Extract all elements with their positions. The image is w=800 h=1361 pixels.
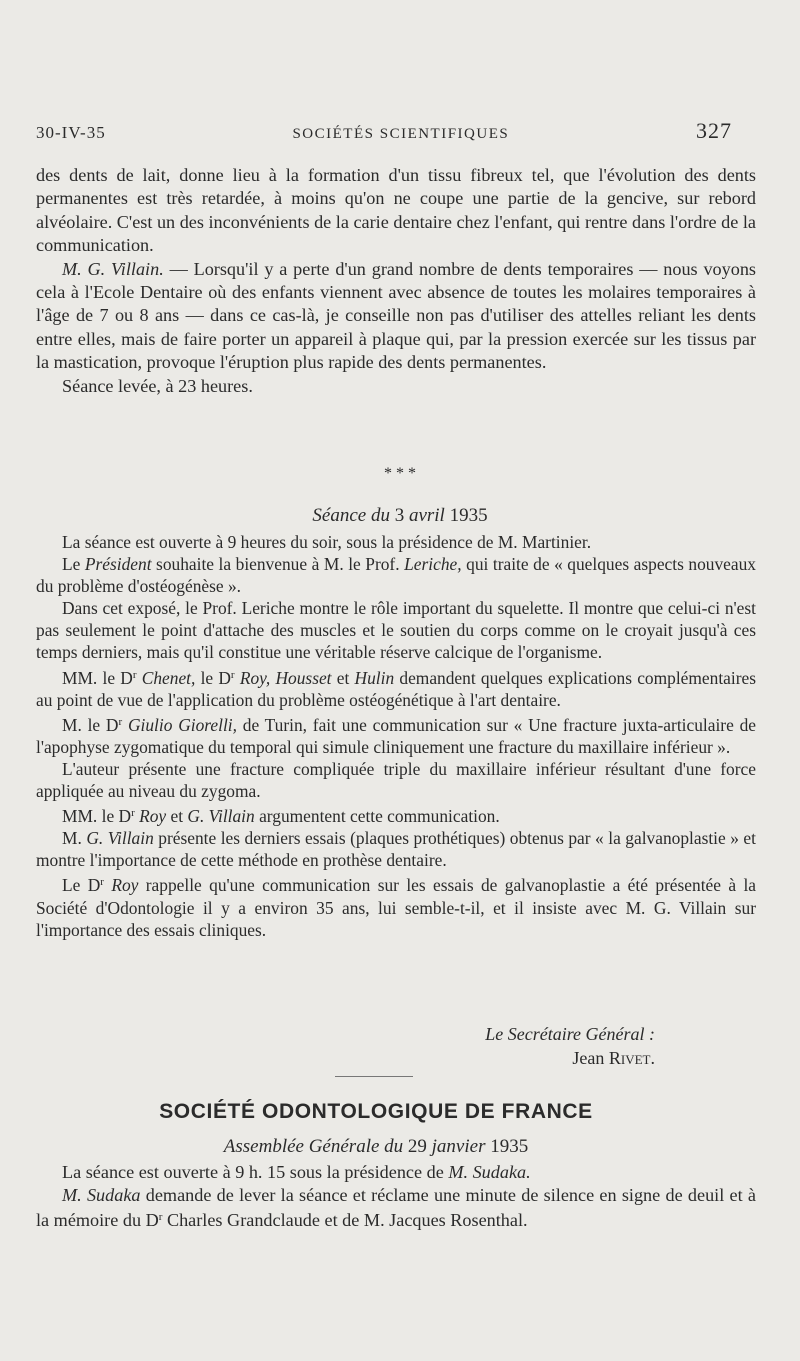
paragraph: Le Président souhaite la bienvenue à M. le Prof. Leriche, qui traite de « quelques aspects nouveaux du problème d'ostéogénèse ».	[36, 554, 756, 597]
paragraph: La séance est ouverte à 9 h. 15 sous la présidence de M. Sudaka.	[62, 1162, 531, 1182]
paragraph: M. G. Villain. — Lorsqu'il y a perte d'un grand nombre de dents temporaires — nous voyons cela à l'Ecole Dentaire où des enfants viennent avec absence de toutes les molaires temporaires à l'âge de 7 ou 8 ans — dans ce cas-là, je conseille non pas d'utiliser des attelles reliant les dents entre elles, mais de faire porter un appareil à plaque qui, par la pression exercée sur les tissus par la mastication, provoque l'éruption plus rapide des dents permanentes.	[36, 258, 756, 373]
paragraph: Le $D^r$ Roy rappelle qu'une communication sur les essais de galvanoplastie a été présentée à la Société d'Odontologie il y a environ 35 ans, lui semble-t-il, et il insiste avec M. G. Villain sur l'importance des essais cliniques.	[36, 875, 756, 940]
section-divider	[335, 1076, 413, 1077]
paragraph: Séance levée, à 23 heures.	[62, 375, 253, 396]
paragraph: Dans cet exposé, le Prof. Leriche montre le rôle important du squelette. Il montre que celui-ci n'est pas seulement le point d'attache des muscles et le soutien du corps comme on le croyait jusqu'à ces temps derniers, mais qu'il constitue une véritable réserve calcique de l'organisme.	[36, 598, 756, 663]
paragraph: des dents de lait, donne lieu à la formation d'un tissu fibreux tel, que l'évolution des dents permanentes est très retardée, à moins qu'on ne coupe une partie de la gencive, sur rebord alvéolaire. C'est un des inconvénients de la carie dentaire chez l'enfant, qui rentre dans l'ordre de la communication.	[36, 165, 756, 256]
signature-name: Jean Rivet.	[572, 1048, 655, 1068]
paragraph: MM. le $D^r$ Chenet, le $D^r$ Roy, Housset et Hulin demandent quelques explications complémentaires au point de vue de l'application du problème ostéogénétique à l'art dentaire.	[36, 667, 756, 710]
separator-stars: * * *	[384, 465, 416, 482]
signature-role: Le Secrétaire Général :	[485, 1024, 655, 1044]
running-title: SOCIÉTÉS SCIENTIFIQUES	[292, 126, 510, 142]
page-header	[36, 118, 732, 144]
paragraph: M. G. Villain présente les derniers essais (plaques prothétiques) obtenus par « la galvanoplastie » et montre l'importance de cette méthode en prothèse dentaire.	[36, 828, 756, 871]
paragraph: MM. le $D^r$ Roy et G. Villain argumentent cette communication.	[62, 806, 500, 827]
paragraph: M. le $D^r$ Giulio Giorelli, de Turin, fait une communication sur « Une fracture juxta-articulaire de l'apophyse zygomatique du temporal qui simule cliniquement une fracture du maxillaire inférieur ».	[36, 714, 756, 757]
issue-date: 30-IV-35	[36, 123, 106, 142]
signature-block	[485, 1022, 655, 1070]
paragraph: La séance est ouverte à 9 heures du soir, sous la présidence de M. Martinier.	[62, 532, 592, 552]
session-title: Séance du 3 avril 1935	[312, 505, 488, 526]
assembly-body	[36, 1161, 756, 1232]
section-continued-discussion	[36, 164, 756, 398]
paragraph: M. Sudaka demande de lever la séance et réclame une minute de silence en signe de deuil et à la mémoire du $D^r$ Charles Grandclaude et de M. Jacques Rosenthal.	[36, 1184, 756, 1231]
speaker-name: M. G. Villain.	[62, 258, 164, 279]
page-number: 327	[696, 118, 732, 143]
paragraph: L'auteur présente une fracture compliquée triple du maxillaire inférieur résultant d'une force appliquée au niveau du zygoma.	[36, 758, 756, 802]
assembly-title: Assemblée Générale du 29 janvier 1935	[223, 1136, 529, 1157]
session-body	[36, 531, 756, 941]
society-heading: SOCIÉTÉ ODONTOLOGIQUE DE FRANCE	[159, 1100, 593, 1123]
